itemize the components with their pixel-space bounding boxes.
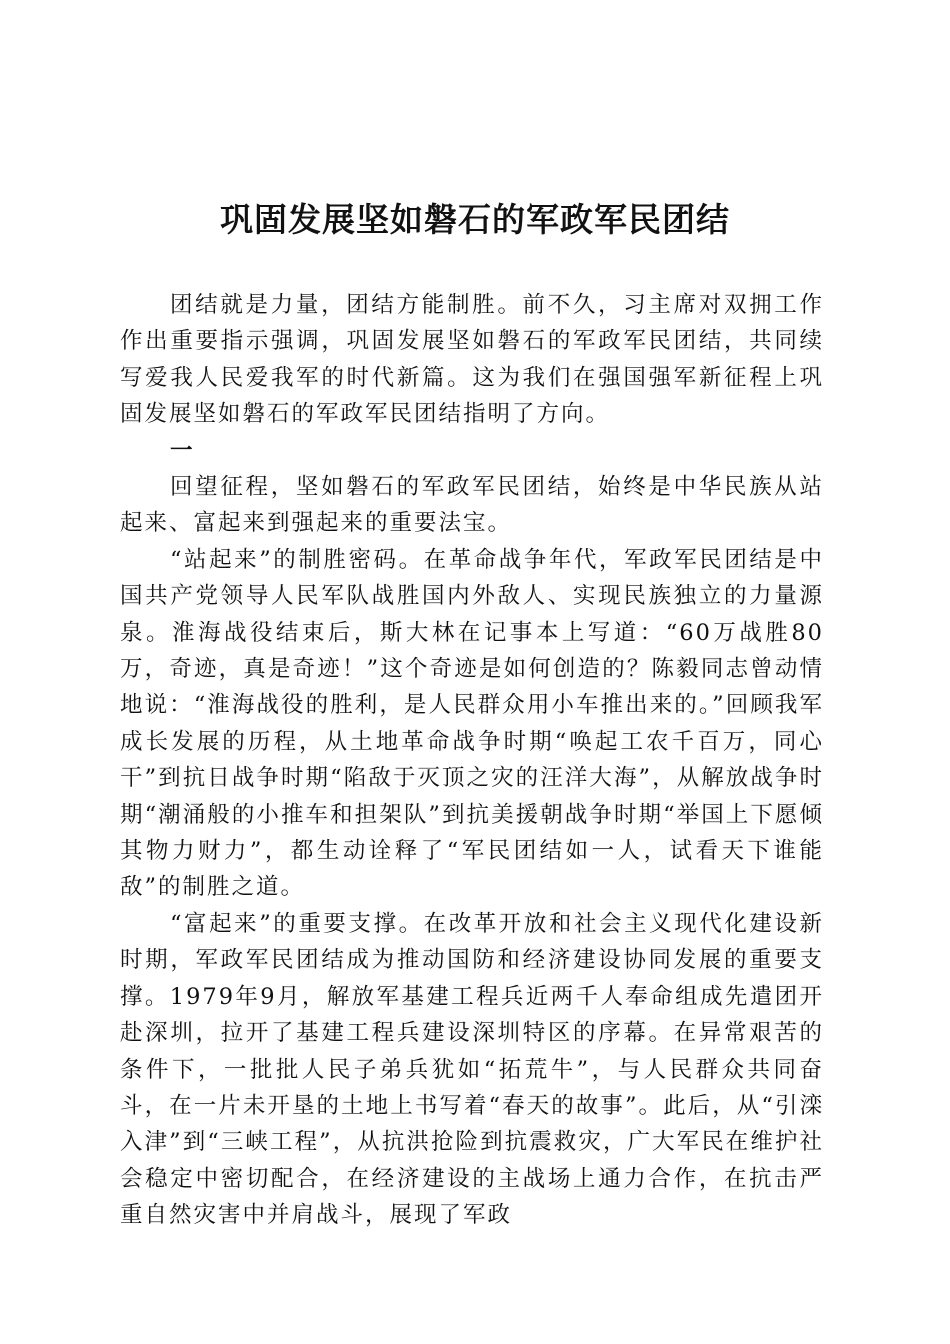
paragraph-intro: 团结就是力量，团结方能制胜。前不久，习主席对双拥工作作出重要指示强调，巩固发展坚如磐石的军政军民团结，共同续写爱我人民爱我军的时代新篇。这为我们在强国强军新征程上巩固发展坚如磐石的军政军民团结指明了方向。 bbox=[120, 292, 824, 428]
document-body bbox=[120, 287, 824, 1234]
paragraph-get-rich: “富起来”的重要支撑。在改革开放和社会主义现代化建设新时期，军政军民团结成为推动国防和经济建设协同发展的重要支撑。1979年9月，解放军基建工程兵近两千人奉命组成先遣团开赴深圳，拉开了基建工程兵建设深圳特区的序幕。在异常艰苦的条件下，一批批人民子弟兵犹如“拓荒牛”，与人民群众共同奋斗，在一片未开垦的土地上书写着“春天的故事”。此后，从“引滦入津”到“三峡工程”，从抗洪抢险到抗震救灾，广大军民在维护社会稳定中密切配合，在经济建设的主战场上通力合作，在抗击严重自然灾害中并肩战斗，展现了军政 bbox=[120, 910, 824, 1229]
paragraph-stand-up: “站起来”的制胜密码。在革命战争年代，军政军民团结是中国共产党领导人民军队战胜国内外敌人、实现民族独立的力量源泉。淮海战役结束后，斯大林在记事本上写道：“60万战胜80万，奇迹，真是奇迹！”这个奇迹是如何创造的？陈毅同志曾动情地说：“淮海战役的胜利，是人民群众用小车推出来的。”回顾我军成长发展的历程，从土地革命战争时期“唤起工农千百万，同心干”到抗日战争时期“陷敌于灭顶之灾的汪洋大海”，从解放战争时期“潮涌般的小推车和担架队”到抗美援朝战争时期“举国上下愿倾其物力财力”，都生动诠释了“军民团结如一人，试看天下谁能敌”的制胜之道。 bbox=[120, 546, 824, 901]
document-title: 巩固发展坚如磐石的军政军民团结 bbox=[220, 200, 730, 239]
paragraph-review: 回望征程，坚如磐石的军政军民团结，始终是中华民族从站起来、富起来到强起来的重要法宝。 bbox=[120, 474, 824, 537]
section-number-one: 一 bbox=[170, 437, 195, 464]
